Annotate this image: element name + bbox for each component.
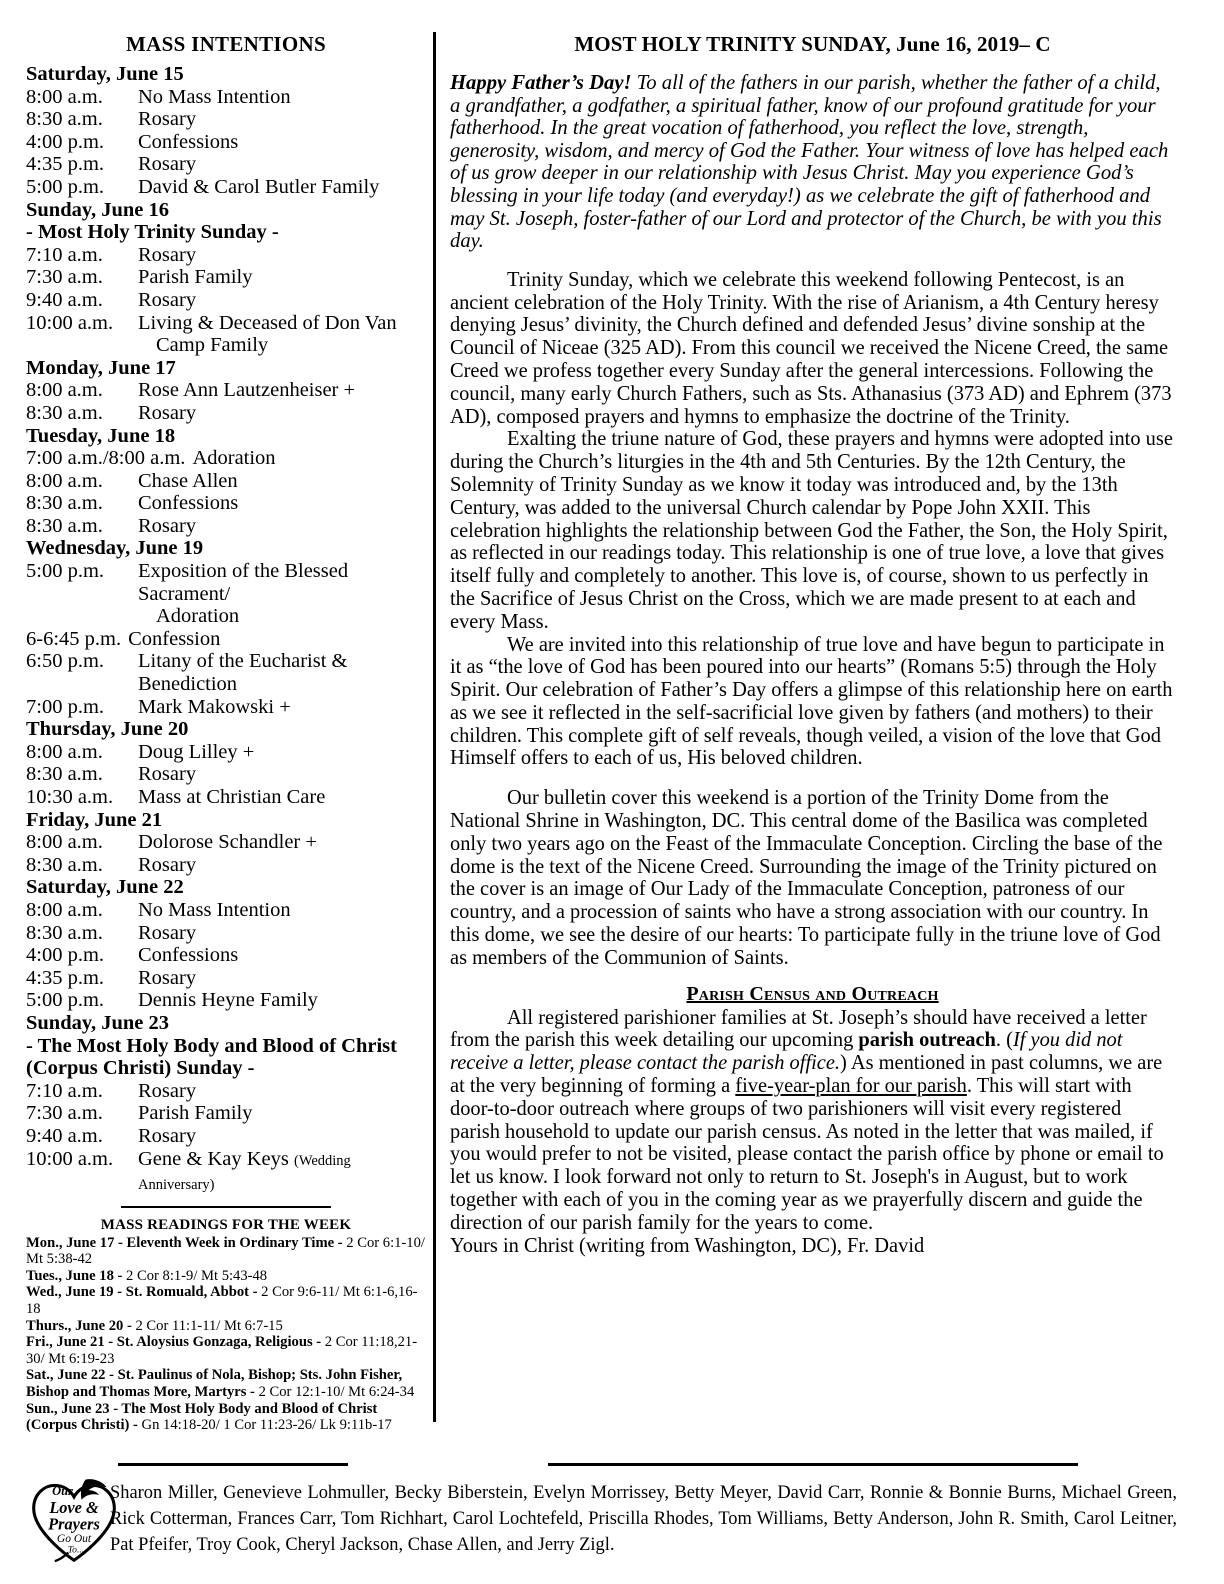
mass-intention-name: Gene & Kay Keys	[138, 1147, 294, 1170]
mass-schedule-row	[26, 131, 426, 154]
reading-citation: 2 Cor 11:18,21-30/ Mt 6:19-23	[26, 1334, 418, 1367]
mass-time: 9:40 a.m.	[26, 288, 103, 311]
mass-reading-entry	[26, 1401, 426, 1434]
parish-census-heading: Parish Census and Outreach	[686, 982, 939, 1005]
mass-intention: Rosary	[138, 853, 197, 876]
mass-intention: Confessions	[138, 492, 239, 515]
schedule-day-heading: Thursday, June 20	[26, 718, 189, 741]
mass-time: 9:40 a.m.	[26, 1124, 103, 1147]
five-year-plan-underline: five-year-plan for our parish	[735, 1073, 967, 1098]
logo-line-5: To...	[67, 1544, 85, 1556]
fathers-day-intro	[450, 71, 1174, 252]
mass-intention: Adoration	[192, 447, 276, 470]
mass-reading-entry	[26, 1284, 426, 1317]
mass-schedule-row	[26, 650, 426, 695]
mass-intention: David & Carol Butler Family	[138, 175, 380, 198]
mass-schedule-row	[26, 379, 426, 402]
mass-time: 8:30 a.m.	[26, 492, 103, 515]
mass-intention: Rosary	[138, 1124, 197, 1147]
logo-line-3: Prayers	[48, 1514, 100, 1534]
mass-intention: Exposition of the Blessed Sacrament/	[138, 560, 349, 605]
mass-intentions-title: MASS INTENTIONS	[126, 32, 326, 56]
mass-intention: Rose Ann Lautzenheiser +	[138, 379, 356, 402]
mass-intention: Mark Makowski +	[138, 695, 291, 718]
mass-intention: Rosary	[138, 763, 197, 786]
mass-intention: Mass at Christian Care	[138, 786, 326, 808]
mass-schedule-row	[26, 944, 426, 967]
reading-day: Fri., June 21 - St. Aloysius Gonzaga, Religious -	[26, 1334, 325, 1351]
schedule-day-heading: Saturday, June 15	[26, 63, 184, 85]
mass-time: 5:00 p.m.	[26, 560, 105, 583]
reading-day: Mon., June 17 - Eleventh Week in Ordinary Time -	[26, 1234, 347, 1251]
mass-time: 10:00 a.m.	[26, 1147, 114, 1170]
mass-intention: Parish Family	[138, 266, 253, 289]
mass-time: 10:00 a.m.	[26, 311, 114, 334]
mass-time: 8:00 a.m.	[26, 85, 103, 108]
mass-schedule-row	[26, 763, 426, 786]
mass-schedule-row	[26, 967, 426, 990]
mass-schedule-row	[26, 696, 426, 719]
mass-time: 6:50 p.m.	[26, 650, 105, 673]
mass-intention: No Mass Intention	[138, 898, 291, 921]
mass-time: 4:00 p.m.	[26, 944, 105, 967]
mass-intention: Rosary	[138, 288, 197, 311]
mass-schedule-row	[26, 628, 426, 651]
schedule-day-heading: Friday, June 21	[26, 808, 163, 831]
mass-time: 7:00 a.m./8:00 a.m.	[26, 447, 186, 470]
schedule-continuation: Camp Family	[156, 334, 269, 357]
mass-schedule-row	[26, 289, 426, 312]
mass-time: 7:00 p.m.	[26, 695, 105, 718]
mass-time: 8:00 a.m.	[26, 831, 103, 854]
mass-intention: Doug Lilley +	[138, 740, 255, 763]
mass-reading-entry	[26, 1367, 426, 1400]
reading-citation: 2 Cor 11:1-11/ Mt 6:7-15	[135, 1317, 283, 1334]
schedule-day-heading: Sunday, June 23	[26, 1011, 169, 1034]
reading-day: Wed., June 19 - St. Romuald, Abbot -	[26, 1284, 262, 1301]
reading-citation: 2 Cor 9:6-11/ Mt 6:1-6,16-18	[26, 1284, 418, 1318]
mass-time: 5:00 p.m.	[26, 175, 105, 198]
mass-intention: Rosary	[138, 1079, 197, 1102]
heart-dove-icon	[26, 1470, 122, 1566]
mass-schedule-row	[26, 470, 426, 493]
reading-day: Thurs., June 20 -	[26, 1317, 136, 1334]
mass-time: 4:35 p.m.	[26, 153, 105, 176]
mass-schedule-row	[26, 108, 426, 131]
signoff-line: Yours in Christ (writing from Washington, DC), Fr. David	[450, 1232, 925, 1257]
logo-line-1: Our	[52, 1483, 73, 1498]
mass-schedule-row	[26, 1102, 426, 1125]
mass-time: 4:00 p.m.	[26, 130, 105, 153]
mass-intention: Rosary	[138, 921, 197, 944]
mass-schedule-row	[26, 447, 426, 470]
mass-intention: Rosary	[138, 243, 197, 266]
logo-line-2: Love &	[49, 1498, 99, 1518]
mass-time: 7:30 a.m.	[26, 266, 103, 289]
fathers-day-text: To all of the fathers in our parish, whether the father of a child, a grandfather, a godfather, a spiritual father, know of our profound gratitude for your fatherhood. In the great vocation of fatherhood, you reflect the love, strength, generosity, wisdom, and mercy of God the Father. Your witness of love has helped each of us grow deeper in our relationship with Jesus Christ. May you experience God’s blessing in your life today (and everyday!) as we celebrate the gift of fatherhood and may St. Joseph, foster-father of our Lord and protector of the Church, be with you this day.	[450, 70, 1169, 253]
mass-time: 4:35 p.m.	[26, 966, 105, 989]
mass-time: 6-6:45 p.m.	[26, 627, 122, 650]
mass-time: 7:10 a.m.	[26, 243, 103, 266]
mass-schedule-row	[26, 515, 426, 538]
mass-intention: Rosary	[138, 401, 197, 424]
footer-rule-right	[548, 1463, 1078, 1466]
mass-schedule-row	[26, 244, 426, 267]
love-and-prayers-logo	[26, 1470, 122, 1566]
mass-intention: Dennis Heyne Family	[138, 989, 318, 1012]
reading-citation: 2 Cor 6:1-10/ Mt 5:38-42	[26, 1234, 425, 1268]
mass-schedule-row	[26, 86, 426, 109]
mass-intention: Rosary	[138, 153, 197, 176]
letter-note-italic: If you did not receive a letter, please contact the parish office.	[450, 1027, 1123, 1075]
schedule-day-heading: Wednesday, June 19	[26, 537, 204, 560]
mass-schedule-row	[26, 899, 426, 922]
page-title: MOST HOLY TRINITY SUNDAY, June 16, 2019– C	[574, 32, 1051, 56]
mass-intention: Chase Allen	[138, 469, 238, 492]
pastor-column	[450, 32, 1175, 1256]
mass-schedule-row	[26, 266, 426, 289]
mass-intention: Confession	[128, 627, 221, 650]
mass-time: 8:30 a.m.	[26, 853, 103, 876]
schedule-feast-heading: - Most Holy Trinity Sunday -	[26, 221, 279, 244]
mass-schedule-row	[26, 1125, 426, 1148]
reading-day: Sat., June 22 - St. Paulinus of Nola, Bishop; Sts. John Fisher, Bishop and Thomas More, Martyrs -	[26, 1367, 403, 1401]
mass-intention: Litany of the Eucharist & Benediction	[138, 650, 348, 696]
mass-schedule-row	[26, 989, 426, 1012]
mass-time: 7:10 a.m.	[26, 1079, 103, 1102]
mass-schedule-row	[26, 854, 426, 877]
mass-intention: Rosary	[138, 966, 197, 989]
mass-schedule-row	[26, 922, 426, 945]
mass-time: 8:00 a.m.	[26, 740, 103, 763]
mass-schedule-row	[26, 402, 426, 425]
mass-schedule-list	[26, 63, 426, 1197]
mass-time: 8:00 a.m.	[26, 379, 103, 402]
schedule-day-heading: Sunday, June 16	[26, 198, 169, 221]
mass-schedule-row	[26, 312, 426, 335]
reading-day: Tues., June 18 -	[26, 1267, 127, 1284]
footer-rule-left	[118, 1463, 348, 1466]
prayer-list-names: Sharon Miller, Genevieve Lohmuller, Becky Biberstein, Evelyn Morrissey, Betty Meyer, David Carr, Ronnie & Bonnie Burns, Michael Green, Rick Cotterman, Frances Carr, Tom Richhart, Carol Lochtefeld, Priscilla Rhodes, Tom Williams, Betty Anderson, John R. Smith, Carol Leitner, Pat Pfeifer, Troy Cook, Cheryl Jackson, Chase Allen, and Jerry Zigl.	[110, 1482, 1177, 1555]
schedule-day-heading: Saturday, June 22	[26, 876, 184, 899]
paragraph-true-love: We are invited into this relationship of true love and have begun to participate in it as “the love of God has been poured into our hearts” (Romans 5:5) through the Holy Spirit. Our celebration of Father’s Day offers a glimpse of this relationship here on earth as we see it reflected in the self-sacrificial love given by fathers (and mothers) to their children. This complete gift of self reveals, though veiled, a vision of the love that God Himself offers to each of us, His beloved children.	[450, 631, 1173, 770]
schedule-feast-heading: - The Most Holy Body and Blood of Christ	[26, 1034, 397, 1057]
fathers-day-greeting: Happy Father’s Day!	[450, 70, 632, 94]
reading-citation: 2 Cor 12:1-10/ Mt 6:24-34	[258, 1384, 415, 1401]
logo-line-4: Go Out	[56, 1533, 92, 1545]
mass-intention: Living & Deceased of Don Van	[138, 311, 397, 334]
mass-time: 8:00 a.m.	[26, 898, 103, 921]
mass-time: 8:30 a.m.	[26, 401, 103, 424]
mass-intention-note: (Wedding Anniversary)	[138, 1152, 351, 1194]
mass-intention: No Mass Intention	[138, 85, 291, 108]
mass-time: 5:00 p.m.	[26, 989, 105, 1012]
mass-intention: Confessions	[138, 944, 239, 967]
mass-intentions-column	[26, 32, 426, 1434]
reading-citation: 2 Cor 8:1-9/ Mt 5:43-48	[126, 1267, 268, 1284]
column-divider	[433, 32, 436, 1422]
mass-schedule-row	[26, 153, 426, 176]
schedule-feast-heading: (Corpus Christi) Sunday -	[26, 1057, 255, 1080]
mass-reading-entry	[26, 1235, 426, 1268]
mass-schedule-row	[26, 560, 426, 605]
mass-schedule-row	[26, 786, 426, 809]
schedule-day-heading: Monday, June 17	[26, 356, 176, 379]
mass-reading-entry	[26, 1268, 426, 1285]
mass-intention: Dolorose Schandler +	[138, 831, 317, 854]
mass-schedule-row	[26, 176, 426, 199]
mass-intention: Parish Family	[138, 1102, 253, 1125]
mass-time: 8:30 a.m.	[26, 921, 103, 944]
mass-intention	[138, 1148, 426, 1197]
reading-citation: Gn 14:18-20/ 1 Cor 11:23-26/ Lk 9:11b-17	[141, 1417, 392, 1434]
mass-time: 10:30 a.m.	[26, 786, 114, 808]
schedule-day-heading: Tuesday, June 18	[26, 424, 176, 447]
mass-intention: Rosary	[138, 514, 197, 537]
mass-intention: Confessions	[138, 130, 239, 153]
mass-intention: Rosary	[138, 108, 197, 131]
mass-schedule-row	[26, 741, 426, 764]
mass-readings-title: MASS READINGS FOR THE WEEK	[100, 1216, 352, 1233]
mass-time: 8:30 a.m.	[26, 514, 103, 537]
mass-schedule-row	[26, 1148, 426, 1197]
mass-reading-entry	[26, 1334, 426, 1367]
mass-time: 8:30 a.m.	[26, 108, 103, 131]
mass-readings-list	[26, 1235, 426, 1434]
section-divider-rule	[121, 1206, 331, 1208]
paragraph-trinity-history: Trinity Sunday, which we celebrate this weekend following Pentecost, is an ancient celebration of the Holy Trinity. With the rise of Arianism, a 4th Century heresy denying Jesus’ divinity, the Church defined and defended Jesus’ divine sonship at the Council of Niceae (325 AD). From this council we received the Nicene Creed, the same Creed we profess together every Sunday after the general intercessions. Following the council, many early Church Fathers, such as Sts. Athanasius (373 AD) and Ephrem (373 AD), composed prayers and hymns to emphasize the doctrine of the Trinity.	[450, 266, 1172, 428]
paragraph-triune-nature: Exalting the triune nature of God, these prayers and hymns were adopted into use during the Church’s liturgies in the 4th and 5th Centuries. By the 12th Century, the Solemnity of Trinity Sunday as we know it today was introduced and, by the 13th Century, was added to the universal Church calendar by Pope John XXII. This celebration highlights the relationship between God the Father, the Son, the Holy Spirit, as reflected in our readings today. This relationship is one of true love, a love that gives itself fully and completely to another. This love is, of course, shown to us perfectly in the Sacrifice of Jesus Christ on the Cross, which we are made present to at each and every Mass.	[450, 426, 1173, 633]
paragraph-bulletin-cover: Our bulletin cover this weekend is a portion of the Trinity Dome from the National Shrine in Washington, DC. This central dome of the Basilica was completed only two years ago on the Feast of the Immaculate Conception. Circling the base of the dome is the text of the Nicene Creed. Surrounding the image of the Trinity pictured on the cover is an image of Our Lady of the Immaculate Conception, patroness of our country, and a procession of saints who have a strong association with our country. In this dome, we see the desire of our hearts: To participate fully in the triune love of God as members of the Communion of Saints.	[450, 785, 1163, 969]
mass-schedule-row	[26, 1080, 426, 1103]
mass-time: 8:00 a.m.	[26, 469, 103, 492]
schedule-continuation: Adoration	[156, 605, 240, 628]
mass-schedule-row	[26, 492, 426, 515]
mass-time: 7:30 a.m.	[26, 1102, 103, 1125]
paragraph-parish-census: All registered parishioner families at St. Joseph’s should have received a letter from the parish this week detailing our upcoming parish outreach. (If you did not receive a letter, please contact the parish office.) As mentioned in past columns, we are at the very beginning of forming a five-year-plan for our parish. This will start with door-to-door outreach where groups of two parishioners will visit every registered parish household to update our parish census. As noted in the letter that was mailed, if you would prefer to not be visited, please contact the parish office by phone or email to let us know. I look forward not only to return to St. Joseph's in August, but to work together with each of you in the coming year as we prayerfully discern and guide the direction of our parish family for the years to come.	[450, 1004, 1164, 1234]
parish-outreach-bold: parish outreach	[858, 1027, 996, 1052]
reading-day: Sun., June 23 - The Most Holy Body and Blood of Christ (Corpus Christi) -	[26, 1400, 378, 1434]
mass-reading-entry	[26, 1318, 426, 1335]
mass-time: 8:30 a.m.	[26, 763, 103, 786]
mass-schedule-row	[26, 831, 426, 854]
